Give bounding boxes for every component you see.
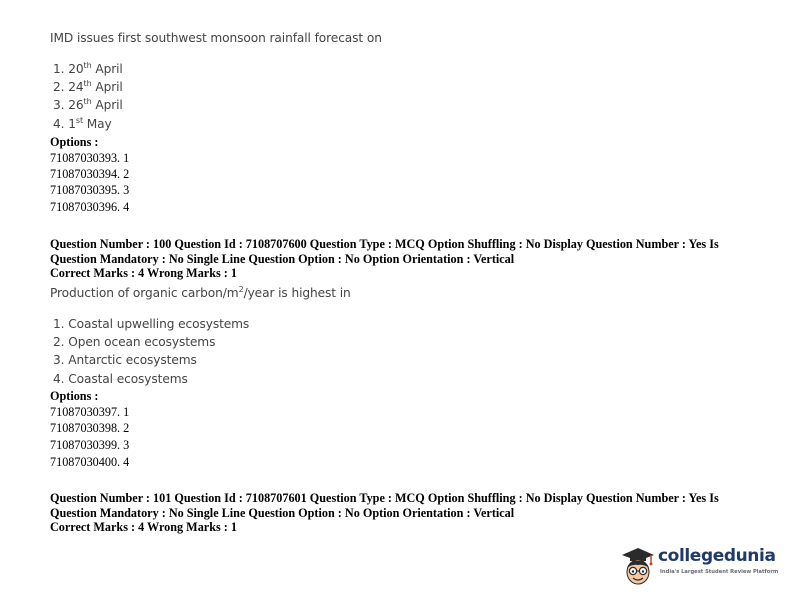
question-100-marks: Correct Marks : 4 Wrong Marks : 1 bbox=[50, 266, 237, 281]
question-100-option-id-2: 71087030398. 2 bbox=[50, 421, 130, 435]
student-face-icon bbox=[618, 544, 658, 588]
question-100-choice-2: 2. Open ocean ecosystems bbox=[53, 335, 216, 349]
question-99-options-label: Options : bbox=[50, 135, 99, 149]
question-100-choice-4: 4. Coastal ecosystems bbox=[53, 372, 188, 386]
question-99-option-id-1: 71087030393. 1 bbox=[50, 151, 130, 165]
question-101-marks: Correct Marks : 4 Wrong Marks : 1 bbox=[50, 520, 237, 535]
question-100-meta bbox=[50, 237, 750, 281]
question-99-choice-2: 2. 24th April bbox=[53, 79, 123, 94]
question-99-stem: IMD issues first southwest monsoon rainfall forecast on bbox=[50, 31, 382, 45]
question-99-option-id-4: 71087030396. 4 bbox=[50, 200, 130, 214]
logo-tagline: India's Largest Student Review Platform bbox=[660, 569, 779, 575]
question-100-choice-3: 3. Antarctic ecosystems bbox=[53, 353, 197, 367]
question-99-choice-4: 4. 1st May bbox=[53, 116, 112, 131]
question-99-option-id-3: 71087030395. 3 bbox=[50, 183, 130, 197]
question-99-choice-1: 1. 20th April bbox=[53, 61, 123, 76]
question-100-option-id-1: 71087030397. 1 bbox=[50, 405, 130, 419]
question-100-options-label: Options : bbox=[50, 389, 99, 403]
question-101-meta-line-2: Question Mandatory : No Single Line Question Option : No Option Orientation : Vertical bbox=[50, 505, 515, 520]
question-100-choice-1: 1. Coastal upwelling ecosystems bbox=[53, 317, 250, 331]
question-100-meta-line-2: Question Mandatory : No Single Line Question Option : No Option Orientation : Vertical bbox=[50, 251, 515, 266]
collegedunia-logo bbox=[612, 540, 779, 590]
question-101-meta bbox=[50, 491, 750, 535]
question-99-option-id-2: 71087030394. 2 bbox=[50, 167, 130, 181]
question-100-option-id-3: 71087030399. 3 bbox=[50, 438, 130, 452]
question-100-stem: Production of organic carbon/$m^2$/year is highest in bbox=[50, 285, 351, 300]
question-101-meta-line-1: Question Number : 101 Question Id : 7108707601 Question Type : MCQ Option Shuffling : No Display Question Number : Yes Is bbox=[50, 491, 719, 505]
question-99-choice-3: 3. 26th April bbox=[53, 97, 123, 112]
question-100-option-id-4: 71087030400. 4 bbox=[50, 455, 130, 469]
question-100-meta-line-1: Question Number : 100 Question Id : 7108707600 Question Type : MCQ Option Shuffling : No Display Question Number : Yes Is bbox=[50, 237, 719, 251]
logo-wordmark: collegedunia bbox=[658, 546, 776, 566]
